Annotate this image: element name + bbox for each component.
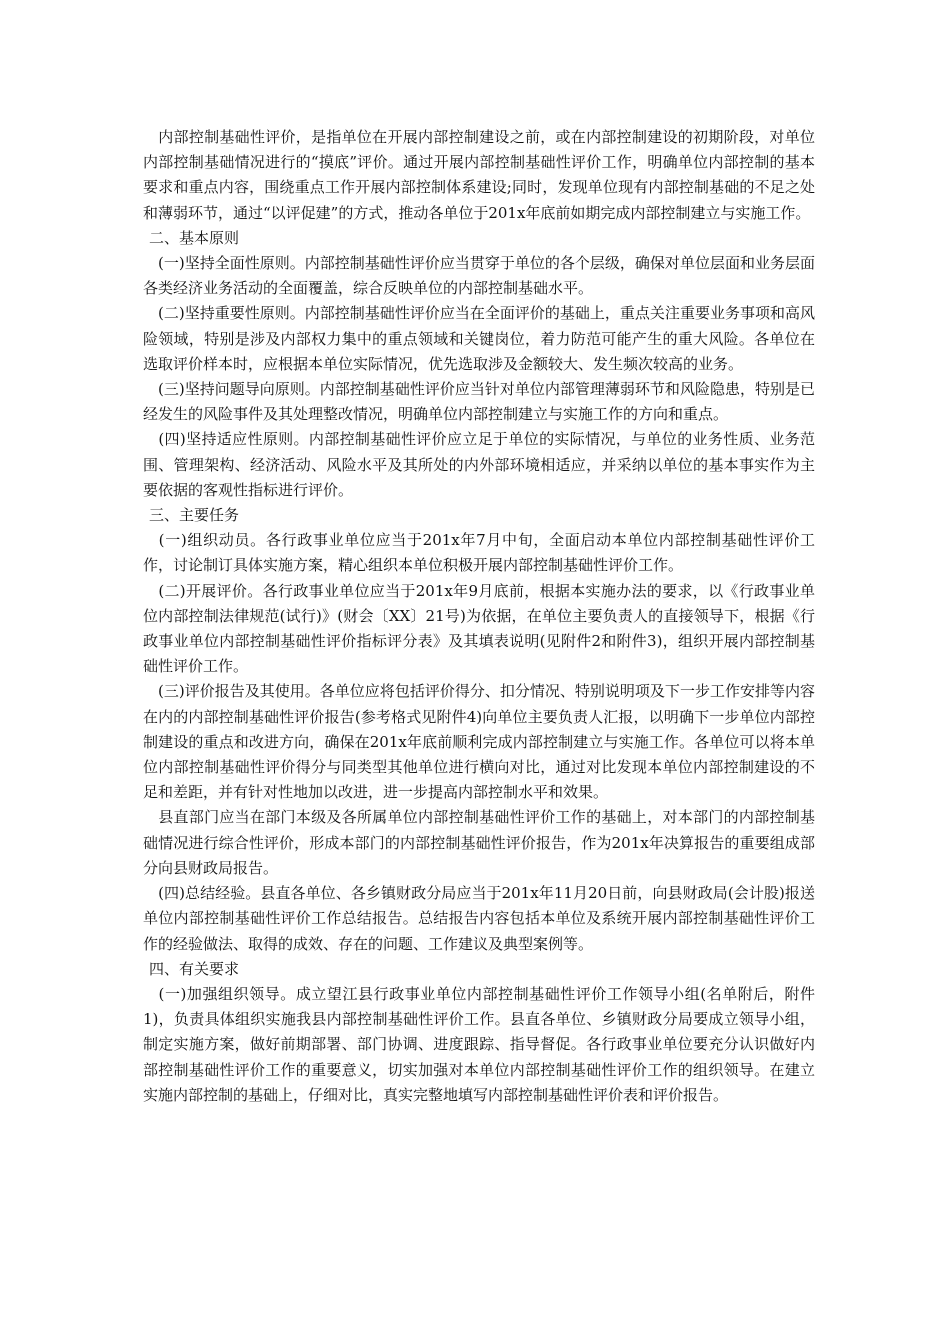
section-heading-basic-principles: 二、基本原则 [149, 228, 240, 247]
paragraph-comprehensive-principle: (一)坚持全面性原则。内部控制基础性评价应当贯穿于单位的各个层级，确保对单位层面和业务层面各类经济业务活动的全面覆盖，综合反映单位的内部控制基础水平。 [143, 254, 815, 298]
section-heading-main-tasks: 三、主要任务 [149, 506, 240, 525]
paragraph-intro: 内部控制基础性评价，是指单位在开展内部控制建设之前，或在内部控制建设的初期阶段，对单位内部控制基础情况进行的“摸底”评价。通过开展内部控制基础性评价工作，明确单位内部控制的基本要求和重点内容，围绕重点工作开展内部控制体系建设;同时，发现单位现有内部控制基础的不足之处和薄弱环节，通过“以评促建”的方式，推动各单位于201x年底前如期完成内部控制建立与实施工作。 [143, 128, 815, 222]
paragraph-conduct-evaluation: (二)开展评价。各行政事业单位应当于201x年9月底前，根据本实施办法的要求，以《行政事业单位内部控制法律规范(试行)》(财会〔XX〕21号)为依据，在单位主要负责人的直接领导下，根据《行政事业单位内部控制基础性评价指标评分表》及其填表说明(见附件2和附件3)，组织开展内部控制基础性评价工作。 [143, 581, 815, 676]
document-body [143, 125, 815, 1108]
paragraph-problem-oriented-principle: (三)坚持问题导向原则。内部控制基础性评价应当针对单位内部管理薄弱环节和风险隐患，特别是已经发生的风险事件及其处理整改情况，明确单位内部控制建立与实施工作的方向和重点。 [143, 380, 815, 424]
paragraph-summarize-experience: (四)总结经验。县直各单位、各乡镇财政分局应当于201x年11月20日前，向县财政局(会计股)报送单位内部控制基础性评价工作总结报告。总结报告内容包括本单位及系统开展内部控制基础性评价工作的经验做法、取得的成效、存在的问题、工作建议及典型案例等。 [143, 884, 815, 953]
paragraph-county-departments: 县直部门应当在部门本级及各所属单位内部控制基础性评价工作的基础上，对本部门的内部控制基础情况进行综合性评价，形成本部门的内部控制基础性评价报告，作为201x年决算报告的重要组成部分向县财政局报告。 [143, 808, 815, 877]
paragraph-evaluation-report: (三)评价报告及其使用。各单位应将包括评价得分、扣分情况、特别说明项及下一步工作安排等内容在内的内部控制基础性评价报告(参考格式见附件4)向单位主要负责人汇报，以明确下一步单位内部控制建设的重点和改进方向，确保在201x年底前顺利完成内部控制建立与实施工作。各单位可以将本单位内部控制基础性评价得分与同类型其他单位进行横向对比，通过对比发现本单位内部控制建设的不足和差距，并有针对性地加以改进，进一步提高内部控制水平和效果。 [143, 682, 815, 802]
paragraph-mobilization: (一)组织动员。各行政事业单位应当于201x年7月中旬，全面启动本单位内部控制基础性评价工作，讨论制订具体实施方案，精心组织本单位积极开展内部控制基础性评价工作。 [143, 531, 815, 575]
paragraph-organizational-leadership: (一)加强组织领导。成立望江县行政事业单位内部控制基础性评价工作领导小组(名单附后，附件1)，负责具体组织实施我县内部控制基础性评价工作。县直各单位、乡镇财政分局要成立领导小组，制定实施方案，做好前期部署、部门协调、进度跟踪、指导督促。各行政事业单位要充分认识做好内部控制基础性评价工作的重要意义，切实加强对本单位内部控制基础性评价工作的组织领导。在建立实施内部控制的基础上，仔细对比，真实完整地填写内部控制基础性评价表和评价报告。 [143, 984, 815, 1104]
paragraph-adaptability-principle: (四)坚持适应性原则。内部控制基础性评价应立足于单位的实际情况，与单位的业务性质、业务范围、管理架构、经济活动、风险水平及其所处的内外部环境相适应，并采纳以单位的基本事实作为主要依据的客观性指标进行评价。 [143, 430, 815, 499]
section-heading-requirements: 四、有关要求 [149, 959, 240, 978]
paragraph-importance-principle: (二)坚持重要性原则。内部控制基础性评价应当在全面评价的基础上，重点关注重要业务事项和高风险领域，特别是涉及内部权力集中的重点领域和关键岗位，着力防范可能产生的重大风险。各单位在选取评价样本时，应根据本单位实际情况，优先选取涉及金额较大、发生频次较高的业务。 [143, 304, 815, 373]
